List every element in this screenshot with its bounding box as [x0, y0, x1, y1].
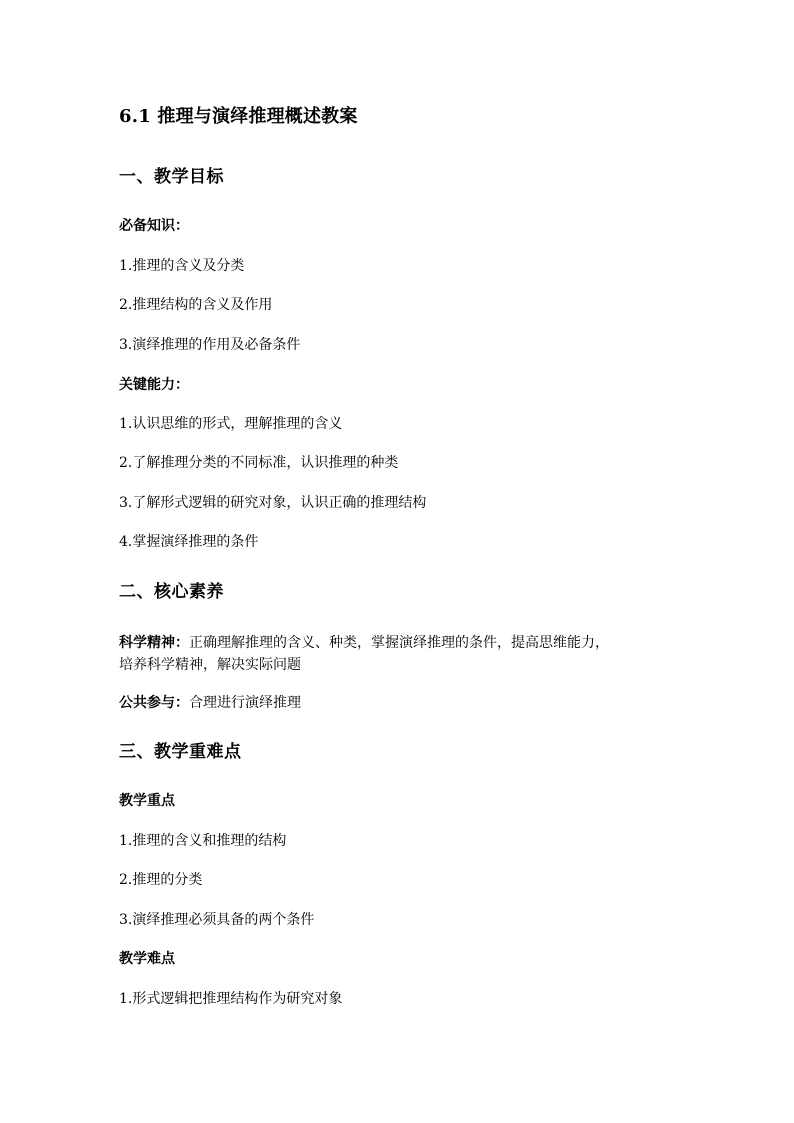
subheading-focus: 教学重点: [119, 793, 175, 809]
list-item: 2.推理结构的含义及作用: [119, 297, 273, 313]
subheading-key-abilities: 关键能力：: [119, 377, 189, 393]
text-public-participation: 合理进行演绎推理: [189, 695, 301, 711]
subheading-required-knowledge: 必备知识：: [119, 218, 189, 234]
list-item: 2.推理的分类: [119, 872, 203, 888]
list-item: 1.推理的含义和推理的结构: [119, 833, 287, 849]
paragraph-public-participation: [119, 692, 699, 714]
section-heading-key-points: 三、教学重难点: [119, 742, 242, 762]
list-item: 3.演绎推理的作用及必备条件: [119, 337, 301, 353]
list-item: 1.推理的含义及分类: [119, 258, 245, 274]
label-science-spirit: 科学精神：: [119, 635, 189, 651]
text-science-spirit-line1: 正确理解推理的含义、种类，掌握演绎推理的条件，提高思维能力，: [189, 635, 609, 651]
document-title: 6.1 推理与演绎推理概述教案: [119, 106, 358, 127]
list-item: 2.了解推理分类的不同标准，认识推理的种类: [119, 455, 399, 471]
section-heading-literacy: 二、核心素养: [119, 582, 224, 602]
section-heading-objectives: 一、教学目标: [119, 167, 224, 187]
list-item: 1.认识思维的形式，理解推理的含义: [119, 416, 343, 432]
list-item: 4.掌握演绎推理的条件: [119, 534, 259, 550]
list-item: 3.了解形式逻辑的研究对象，认识正确的推理结构: [119, 495, 427, 511]
subheading-difficulty: 教学难点: [119, 951, 175, 967]
label-public-participation: 公共参与：: [119, 695, 189, 711]
paragraph-science-spirit: [119, 632, 699, 676]
list-item: 1.形式逻辑把推理结构作为研究对象: [119, 991, 343, 1007]
list-item: 3.演绎推理必须具备的两个条件: [119, 912, 315, 928]
text-science-spirit-line2: 培养科学精神，解决实际问题: [119, 657, 301, 673]
